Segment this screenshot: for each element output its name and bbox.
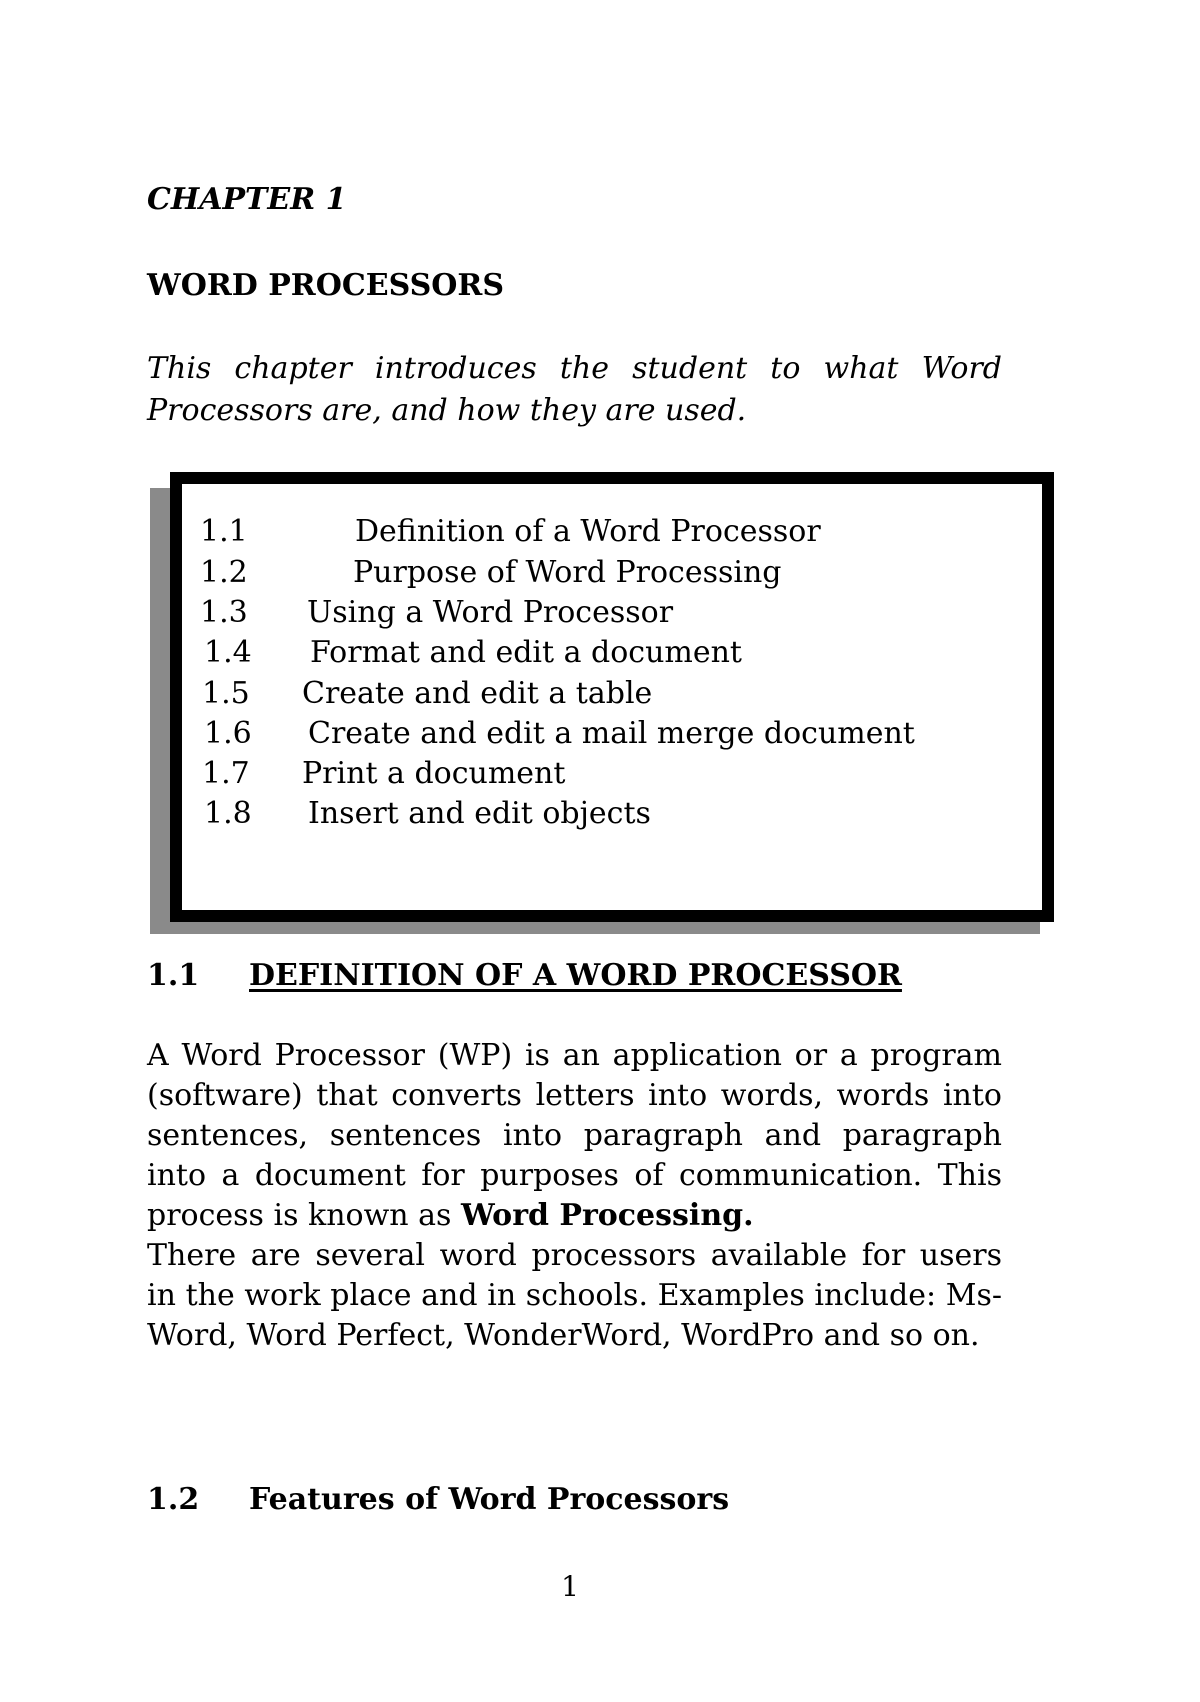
outline-item-text: Create and edit a mail merge document [308, 716, 915, 751]
section-number: 1.1 [147, 958, 200, 993]
paragraph-definition [147, 1036, 1002, 1236]
outline-item-number: 1.6 [204, 716, 252, 751]
outline-item-number: 1.5 [202, 676, 250, 711]
chapter-intro: This chapter introduces the student to what Word Processors are, and how they are used. [147, 351, 1002, 428]
outline-item-text: Using a Word Processor [307, 595, 674, 630]
outline-item-number: 1.7 [202, 756, 250, 791]
chapter-title: WORD PROCESSORS [147, 268, 504, 303]
section-body [147, 1036, 1002, 1356]
paragraph-examples: There are several word processors available for users in the work place and in schools. Examples include: Ms-Word, Word Perfect, WonderWord, WordPro and so on. [147, 1238, 1002, 1353]
outline-item-text: Format and edit a document [310, 635, 742, 670]
outline-item-text: Create and edit a table [302, 676, 653, 711]
outline-item-number: 1.3 [200, 595, 248, 630]
outline-item-number: 1.2 [200, 555, 248, 590]
bold-term: Word Processing. [460, 1198, 754, 1233]
section-number: 1.2 [147, 1482, 200, 1517]
section-title: DEFINITION OF A WORD PROCESSOR [249, 958, 902, 993]
paragraph-text: A Word Processor (WP) is an application or a program (software) that converts letters into words, words into sentences, sentences into paragraph and paragraph into a document for purposes of communication. This process is known as [147, 1038, 1002, 1233]
chapter-label: CHAPTER 1 [147, 182, 347, 217]
page-number: 1 [561, 1570, 579, 1603]
outline-item-number: 1.8 [204, 796, 252, 831]
outline-item-number: 1.1 [200, 514, 248, 549]
outline-item-text: Insert and edit objects [308, 796, 651, 831]
section-title: Features of Word Processors [249, 1482, 730, 1517]
outline-item-number: 1.4 [204, 635, 252, 670]
outline-item-text: Definition of a Word Processor [355, 514, 821, 549]
outline-item-text: Print a document [302, 756, 566, 791]
outline-item-text: Purpose of Word Processing [353, 555, 782, 590]
